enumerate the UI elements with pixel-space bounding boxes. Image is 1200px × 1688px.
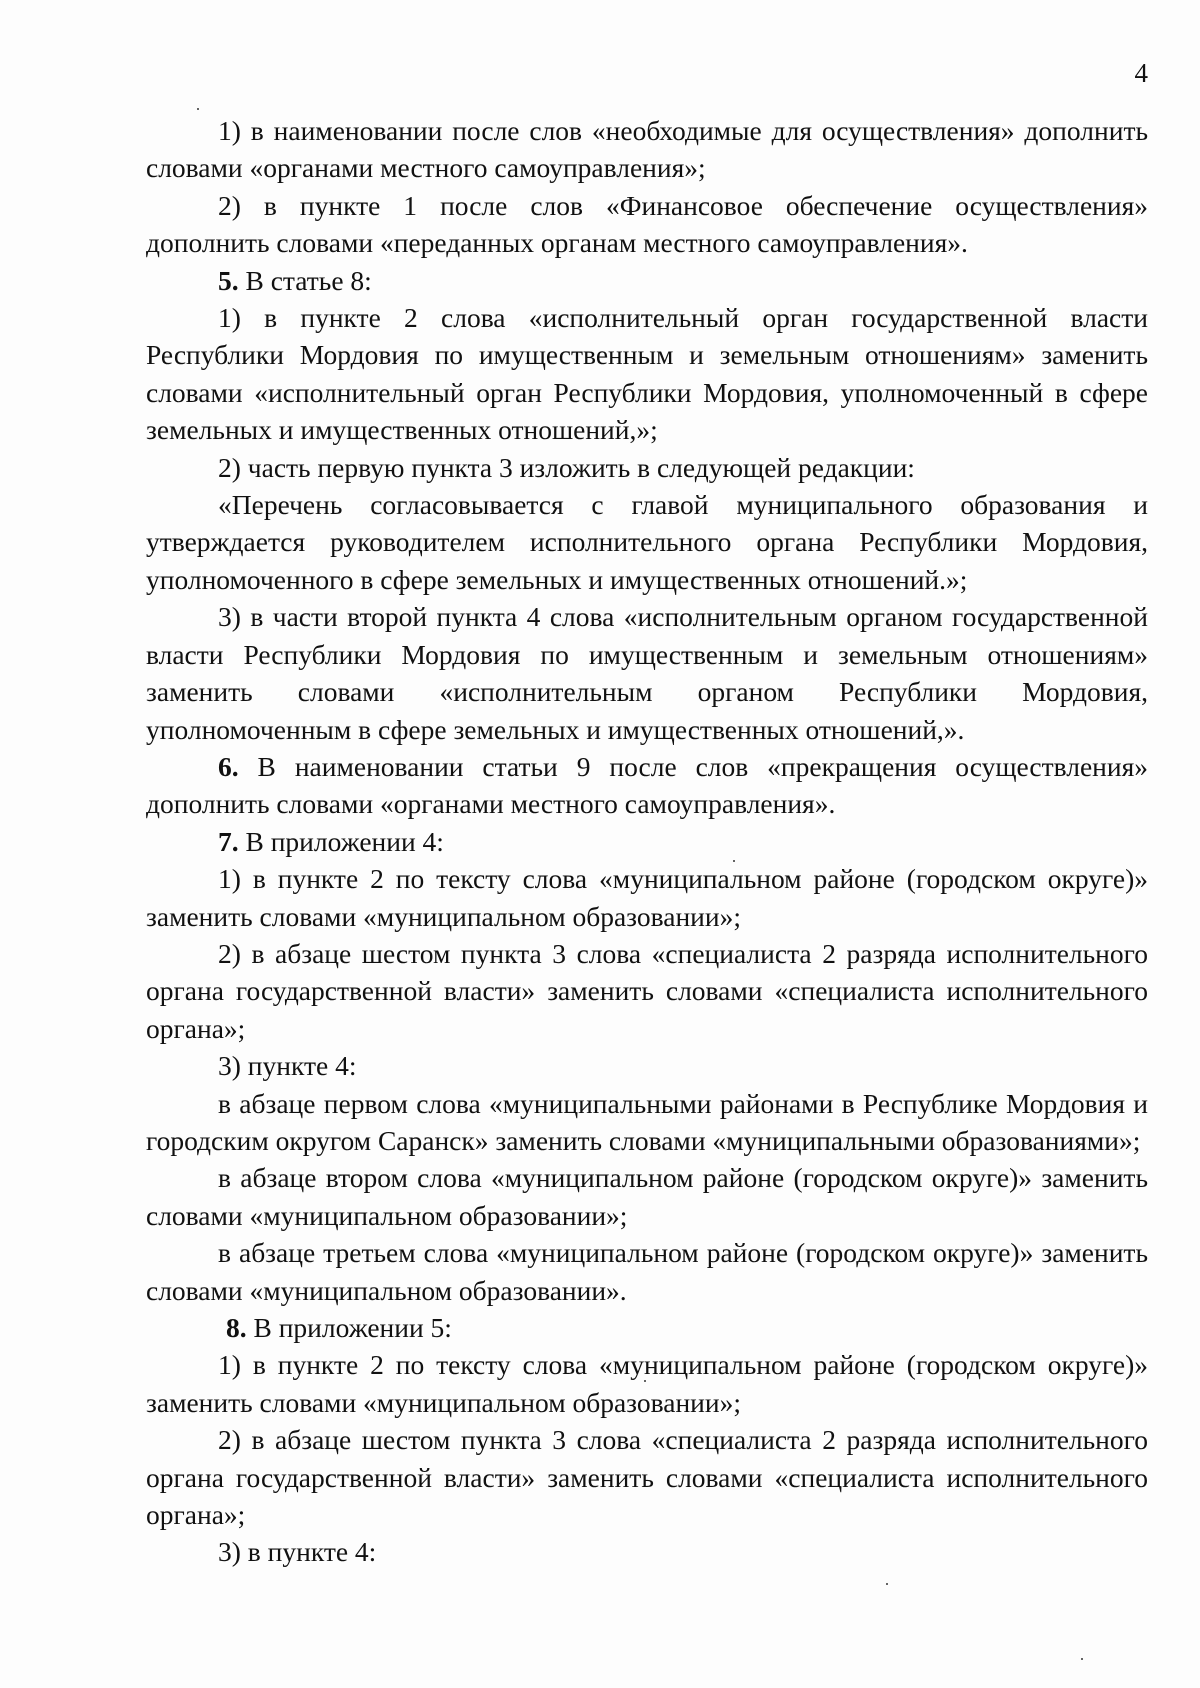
scan-speck (1081, 1658, 1083, 1660)
paragraph (146, 299, 1148, 449)
paragraph-text: 3) в части второй пункта 4 слова «исполнительным органом государственной власти Республики Мордовия по имущественным и земельным отношениям» заменить словами «исполнительным органом Республики Мордовия, уполномоченным в сфере земельных и имущественных отношений,». (146, 601, 1148, 745)
scan-speck (733, 860, 735, 862)
paragraph (146, 449, 1148, 486)
paragraph (146, 187, 1148, 262)
paragraph-text: в абзаце втором слова «муниципальном районе (городском округе)» заменить словами «муниципальном образовании»; (146, 1162, 1148, 1231)
paragraph-text: «Перечень согласовывается с главой муниципального образования и утверждается руководителем исполнительного органа Республики Мордовия, уполномоченного в сфере земельных и имущественных отношений.»; (146, 489, 1148, 595)
scan-speck (886, 1583, 888, 1585)
paragraph-text: В статье 8: (238, 264, 372, 296)
scan-speck (197, 108, 199, 110)
paragraph-text: 3) в пункте 4: (218, 1536, 377, 1568)
paragraph (146, 860, 1148, 935)
paragraph-text: В наименовании статьи 9 после слов «прекращения осуществления» дополнить словами «органами местного самоуправления». (146, 750, 1148, 820)
scan-speck (644, 1380, 646, 1382)
page-number: 4 (1134, 58, 1148, 88)
paragraph (146, 1234, 1148, 1309)
paragraph (146, 598, 1148, 748)
paragraph (146, 1346, 1148, 1421)
paragraph-text: 3) пункте 4: (218, 1050, 357, 1082)
paragraph (146, 1085, 1148, 1160)
document-body (146, 112, 1148, 1571)
paragraph-text: 1) в наименовании после слов «необходимые для осуществления» дополнить словами «органами местного самоуправления»; (146, 115, 1148, 184)
section-heading (146, 823, 1148, 860)
paragraph (146, 1533, 1148, 1570)
item-number: 8. (226, 1312, 247, 1343)
paragraph-text: 1) в пункте 2 слова «исполнительный орган государственной власти Республики Мордовия по имущественным и земельным отношениям» заменить словами «исполнительный орган Республики Мордовия, уполномоченный в сфере земельных и имущественных отношений,»; (146, 302, 1148, 446)
paragraph-text: 2) в пункте 1 после слов «Финансовое обеспечение осуществления» дополнить словами «переданных органам местного самоуправления». (146, 189, 1148, 259)
section-heading (146, 1309, 1148, 1346)
section-heading (146, 748, 1148, 823)
section-heading (146, 262, 1148, 299)
paragraph-text: 1) в пункте 2 по тексту слова «муниципальном районе (городском округе)» заменить словами «муниципальном образовании»; (146, 863, 1148, 932)
paragraph (146, 935, 1148, 1047)
paragraph-text: 2) в абзаце шестом пункта 3 слова «специалиста 2 разряда исполнительного органа государственной власти» заменить словами «специалиста исполнительного органа»; (146, 1424, 1148, 1531)
paragraph-text: В приложении 4: (238, 825, 444, 857)
paragraph-text: 2) часть первую пункта 3 изложить в следующей редакции: (218, 451, 915, 483)
paragraph-text: в абзаце третьем слова «муниципальном районе (городском округе)» заменить словами «муниципальном образовании». (146, 1237, 1148, 1306)
paragraph (146, 1047, 1148, 1084)
paragraph-text: В приложении 5: (246, 1312, 452, 1343)
item-number: 5. (218, 264, 239, 296)
item-number: 7. (218, 825, 239, 857)
paragraph-text: в абзаце первом слова «муниципальными районами в Республике Мордовия и городским округом Саранск» заменить словами «муниципальными образованиями»; (146, 1087, 1148, 1156)
paragraph (146, 1159, 1148, 1234)
paragraph (146, 112, 1148, 187)
item-number: 6. (218, 750, 239, 782)
paragraph (146, 1421, 1148, 1533)
paragraph-text: 1) в пункте 2 по тексту слова «муниципальном районе (городском округе)» заменить словами «муниципальном образовании»; (146, 1349, 1148, 1418)
paragraph-text: 2) в абзаце шестом пункта 3 слова «специалиста 2 разряда исполнительного органа государственной власти» заменить словами «специалиста исполнительного органа»; (146, 937, 1148, 1044)
paragraph (146, 486, 1148, 598)
